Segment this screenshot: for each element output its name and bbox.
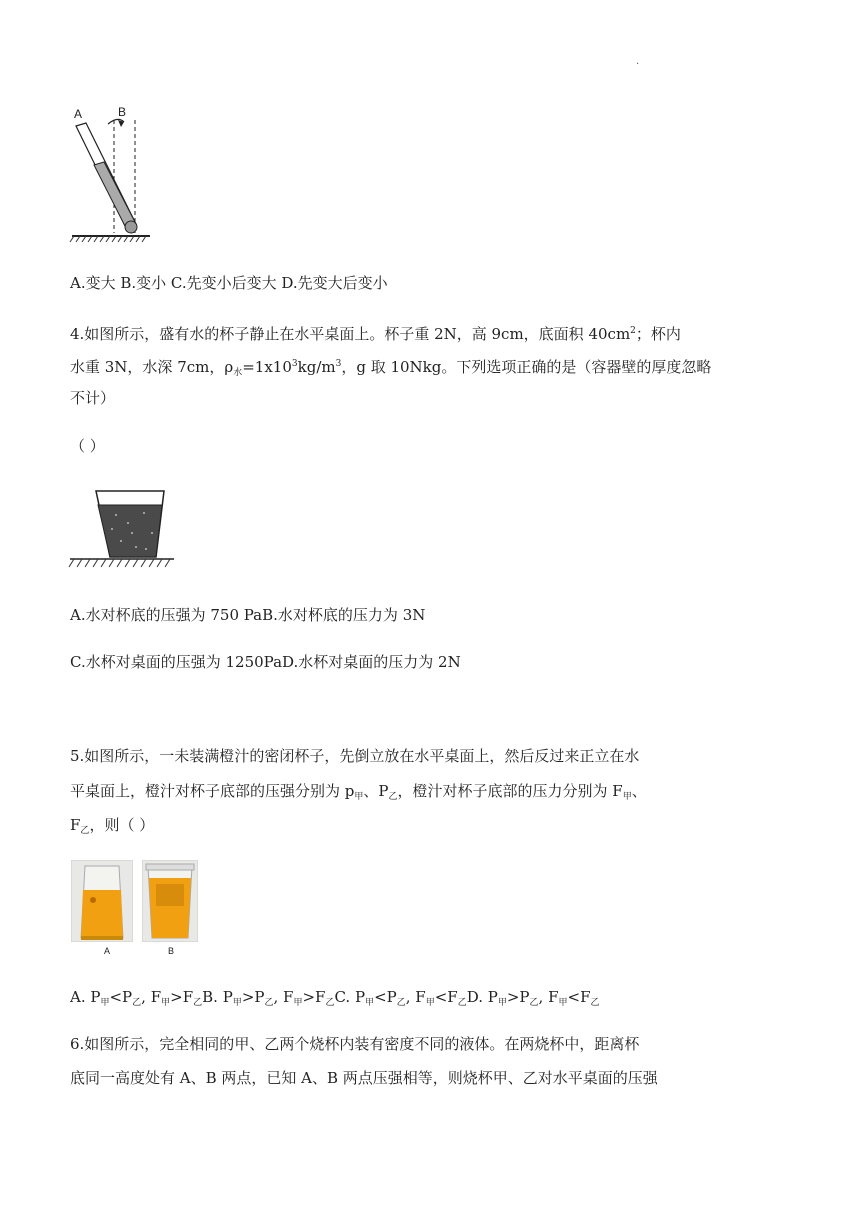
photo-cup-a <box>71 860 133 942</box>
q5-line1: 5.如图所示，一未装满橙汁的密闭杯子，先倒立放在水平桌面上，然后反过来正立在水 <box>70 747 640 765</box>
label-a: A <box>74 107 83 121</box>
photo-label-a: A <box>104 946 111 956</box>
q4-options-cd: C.水杯对桌面的压强为 1250PaD.水杯对桌面的压力为 2N <box>70 653 461 671</box>
q3-options: A.变大 B.变小 C.先变小后变大 D.先变大后变小 <box>70 274 388 292</box>
q4-line2: 水重 3N，水深 7cm，$\rho_水=1x10^3kg/m^3$，g 取 10Nkg。下列选项正确的是（容器壁的厚度忽略 <box>70 358 712 378</box>
q4-line1: 4.如图所示，盛有水的杯子静止在水平桌面上。杯子重 2N，高 9cm，底面积 $40cm^2$；杯内 <box>70 325 681 343</box>
q5-line2: 平桌面上，橙汁对杯子底部的压强分别为 $p_甲$、$P_乙$，橙汁对杯子底部的压力分别为 $F_甲$、 <box>70 782 647 802</box>
q4-answer-blank: （ ） <box>70 437 105 455</box>
photo-label-b: B <box>168 946 175 956</box>
q6-line2: 底同一高度处有 A、B 两点，已知 A、B 两点压强相等，则烧杯甲、乙对水平桌面的压强 <box>70 1069 658 1087</box>
q4-options-ab: A.水对杯底的压强为 750 PaB.水对杯底的压力为 3N <box>70 606 426 624</box>
q5-options: A. $P_甲<P_乙$, $F_甲>F_乙B$. $P_甲>P_乙$, $F_甲>F_乙C$. $P_甲<P_乙$, $F_甲<F_乙D$. $P_甲>P_乙$, $F_甲<F_乙$ <box>70 988 600 1008</box>
header-mark: . <box>636 56 640 67</box>
q4-line3: 不计） <box>70 389 116 407</box>
water-cup-figure <box>66 483 176 573</box>
photo-cup-b <box>142 860 198 942</box>
q6-line1: 6.如图所示，完全相同的甲、乙两个烧杯内装有密度不同的液体。在两烧杯中，距离杯 <box>70 1035 640 1053</box>
q5-line3: $F_乙$，则（ ） <box>70 816 155 836</box>
label-b: B <box>118 105 127 119</box>
test-tube-figure <box>66 100 156 245</box>
